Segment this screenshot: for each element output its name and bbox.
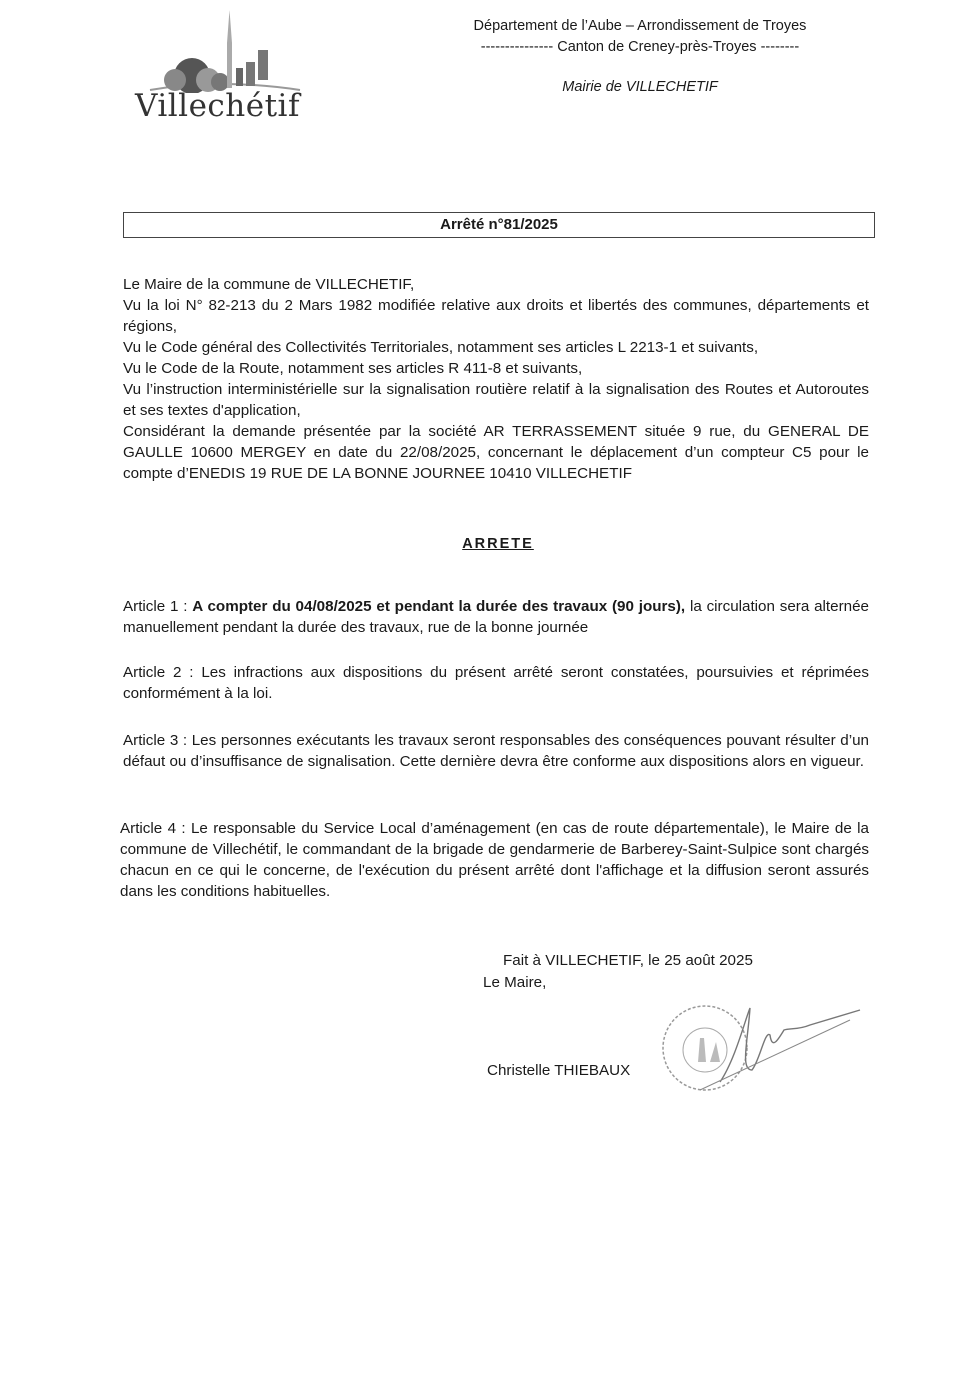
header-canton: --------------- Canton de Creney-près-Troyes --------	[480, 39, 800, 55]
article-label: Article 4 :	[120, 820, 186, 837]
official-stamp-and-signature	[660, 1000, 880, 1100]
town-logo	[130, 8, 310, 133]
article-text: Les personnes exécutants les travaux seront responsables des conséquences pouvant résulter d’un défaut ou d’insuffisance de signalisation. Cette dernière devra être conforme aux dispositions alors en vigueur.	[123, 732, 869, 770]
preamble-line: Vu l’instruction interministérielle sur la signalisation routière relatif à la signalisation des Routes et Autoroutes et ses textes d'application,	[123, 381, 869, 419]
preamble-line: Vu le Code général des Collectivités Territoriales, notamment ses articles L 2213-1 et suivants,	[123, 339, 759, 356]
preamble-line: Le Maire de la commune de VILLECHETIF,	[123, 276, 415, 293]
article-1	[123, 596, 869, 638]
preamble-line: Vu la loi N° 82-213 du 2 Mars 1982 modifiée relative aux droits et libertés des communes, départements et régions,	[123, 297, 869, 335]
preamble-line: Considérant la demande présentée par la société AR TERRASSEMENT située 9 rue, du GENERAL DE GAULLE 10600 MERGEY en date du 22/08/2025, concernant le déplacement d’un compteur C5 pour le compte d’ENEDIS 19 RUE DE LA BONNE JOURNEE 10410 VILLECHETIF	[123, 423, 869, 482]
article-label: Article 2 :	[123, 664, 194, 681]
preamble	[123, 274, 869, 484]
header-mairie: Mairie de VILLECHETIF	[562, 79, 718, 95]
place-date: Fait à VILLECHETIF, le 25 août 2025	[503, 952, 753, 969]
town-skyline-icon	[130, 8, 310, 93]
article-label: Article 1 :	[123, 598, 188, 615]
preamble-line: Vu le Code de la Route, notamment ses articles R 411-8 et suivants,	[123, 360, 583, 377]
article-2	[123, 662, 869, 704]
article-4	[120, 818, 869, 902]
logo-text: Villechétif	[135, 88, 300, 124]
signatory-role: Le Maire,	[483, 974, 547, 991]
article-label: Article 3 :	[123, 732, 188, 749]
article-text: la circulation sera alternée manuellement pendant la durée des travaux, rue de la bonne journée	[123, 598, 869, 636]
decree-title: Arrêté n°81/2025	[123, 212, 875, 238]
signatory-name: Christelle THIEBAUX	[487, 1062, 631, 1079]
article-text: Le responsable du Service Local d’aménagement (en cas de route départementale), le Maire de la commune de Villechétif, le commandant de la brigade de gendarmerie de Barberey-Saint-Sulpice sont chargés chacun en ce qui le concerne, de l'exécution du présent arrêté dont l'affichage et la diffusion seront assurés dans les conditions habituelles.	[120, 820, 869, 900]
article-3	[123, 730, 869, 772]
article-text: Les infractions aux dispositions du présent arrêté seront constatées, poursuivies et réprimées conformément à la loi.	[123, 664, 869, 702]
arrete-heading: ARRETE	[462, 536, 534, 552]
stamp-seal-icon	[660, 1000, 880, 1100]
header-department: Département de l’Aube – Arrondissement de Troyes	[473, 18, 807, 34]
article-bold: A compter du 04/08/2025 et pendant la durée des travaux (90 jours),	[192, 598, 686, 615]
